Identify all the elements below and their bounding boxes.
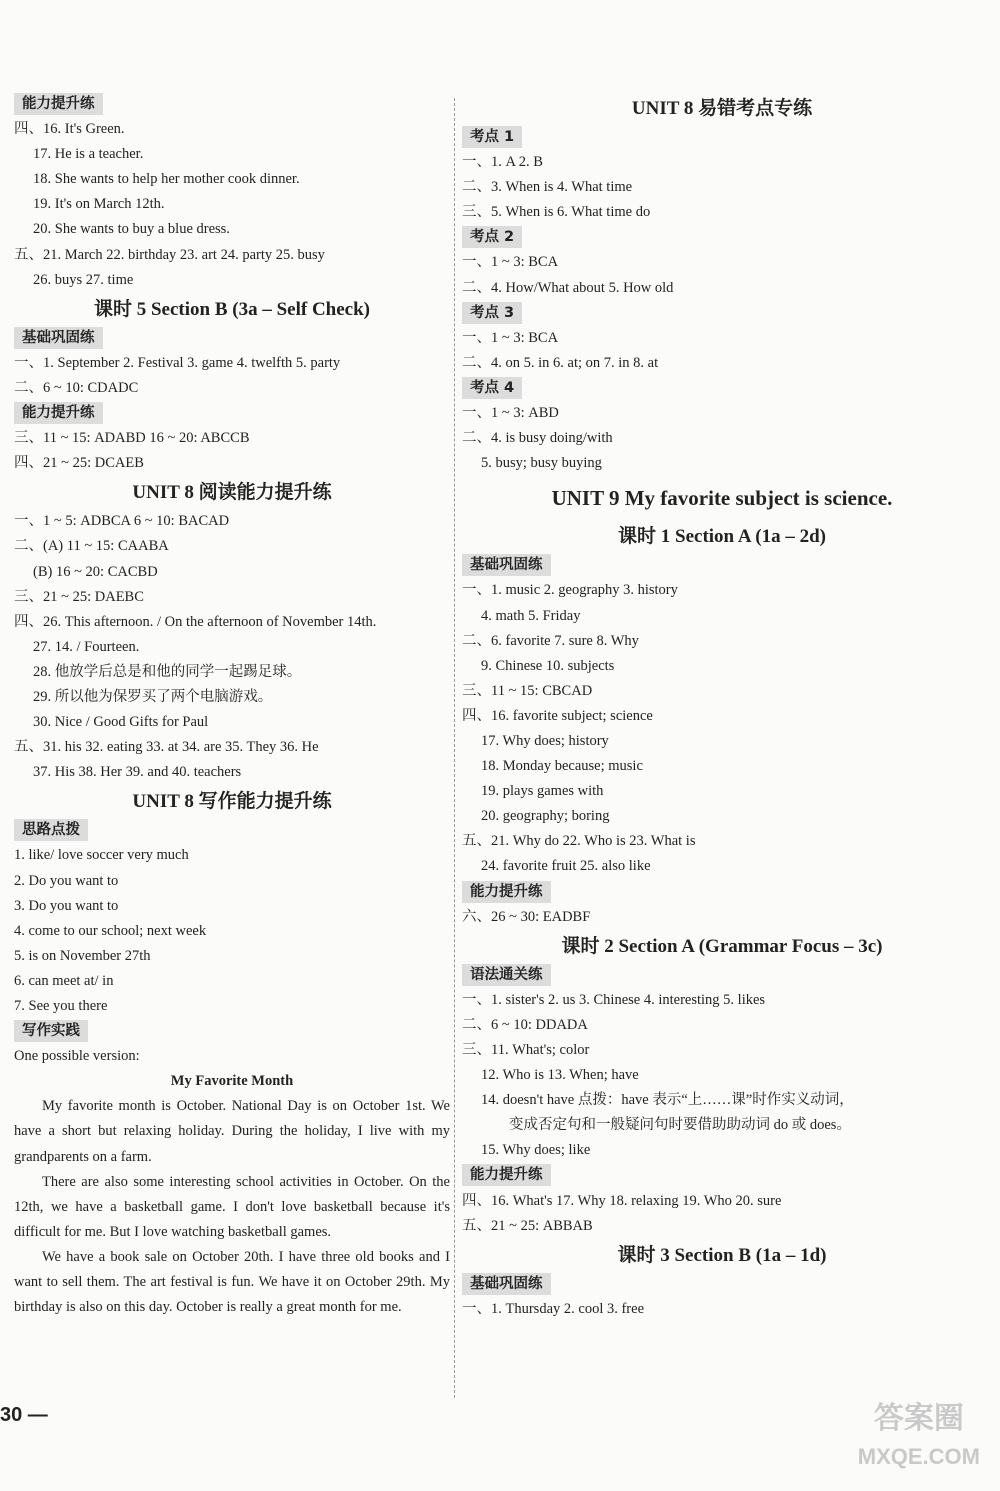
answer-line: 四、16. It's Green. (14, 121, 125, 138)
answer-line: 14. doesn't have 点拨：have 表示“上……课”时作实义动词， (481, 1092, 854, 1109)
section-header (14, 92, 450, 117)
lesson-title: 课时 2 Section A (Grammar Focus – 3c) (561, 935, 883, 957)
answer-line: 6. can meet at/ in (14, 972, 114, 989)
section-header (462, 301, 982, 326)
section-header (462, 1272, 982, 1297)
section-header-label: 基础巩固练 (462, 1273, 551, 1295)
lesson-title: 课时 1 Section A (1a – 2d) (618, 526, 826, 548)
section-header-label: 语法通关练 (462, 964, 551, 986)
section-header-label: 考点 3 (462, 302, 522, 324)
answer-line: 28. 他放学后总是和他的同学一起踢足球。 (33, 663, 302, 680)
section-header (14, 1019, 450, 1044)
answer-line: 一、1 ~ 3: BCA (462, 329, 559, 346)
answer-line: 五、21. Why do 22. Who is 23. What is (462, 833, 696, 850)
section-header-label: 能力提升练 (14, 402, 103, 424)
left-column (14, 92, 450, 1320)
section-header (462, 376, 982, 401)
answer-line: One possible version: (14, 1048, 140, 1065)
column-divider (454, 98, 455, 1398)
answer-line: 4. math 5. Friday (481, 607, 581, 624)
answer-line: 三、11 ~ 15: ADABD 16 ~ 20: ABCCB (14, 430, 250, 447)
answer-line: (B) 16 ~ 20: CACBD (33, 563, 158, 580)
section-header-label: 基础巩固练 (14, 327, 103, 349)
answer-line: 二、6 ~ 10: DDADA (462, 1016, 588, 1033)
lesson-title: UNIT 8 阅读能力提升练 (132, 482, 332, 504)
section-header-label: 能力提升练 (462, 881, 551, 903)
section-header (462, 225, 982, 250)
answer-line: 17. He is a teacher. (33, 146, 144, 163)
answer-line: 20. geography; boring (481, 808, 610, 825)
section-header (14, 818, 450, 843)
answer-line: 一、1 ~ 3: BCA (462, 254, 559, 271)
watermark-url: MXQE.COM (857, 1444, 980, 1469)
answer-line: 二、4. How/What about 5. How old (462, 279, 674, 296)
answer-line: 29. 所以他为保罗买了两个电脑游戏。 (33, 688, 273, 705)
lesson-title: 课时 3 Section B (1a – 1d) (617, 1244, 827, 1266)
answer-line: 26. buys 27. time (33, 271, 134, 288)
section-header (462, 963, 982, 988)
section-header-label: 思路点拨 (14, 819, 88, 841)
answer-line: 四、16. What's 17. Why 18. relaxing 19. Who 20. sure (462, 1192, 782, 1209)
watermark (858, 1400, 980, 1476)
answer-line: 变成否定句和一般疑问句时要借助助动词 do 或 does。 (509, 1117, 851, 1134)
answer-line: 五、31. his 32. eating 33. at 34. are 35. They 36. He (14, 739, 319, 756)
section-header-label: 考点 2 (462, 226, 522, 248)
answer-line: 二、6. favorite 7. sure 8. Why (462, 632, 639, 649)
answer-line: 一、1. September 2. Festival 3. game 4. twelfth 5. party (14, 354, 341, 371)
answer-line: 四、16. favorite subject; science (462, 707, 653, 724)
answer-line: 一、1 ~ 5: ADBCA 6 ~ 10: BACAD (14, 513, 230, 530)
essay-paragraph: We have a book sale on October 20th. I have three old books and I want to sell them. The art festival is fun. We have it on October 29th. My birthday is also on this day. October is really a great month for me. (14, 1248, 450, 1316)
answer-line: 15. Why does; like (481, 1142, 591, 1159)
section-header-label: 写作实践 (14, 1020, 88, 1042)
answer-line: 二、(A) 11 ~ 15: CAABA (14, 538, 169, 555)
answer-line: 二、3. When is 4. What time (462, 179, 633, 196)
answer-line: 12. Who is 13. When; have (481, 1067, 639, 1084)
answer-line: 一、1. Thursday 2. cool 3. free (462, 1300, 645, 1317)
answer-line: 20. She wants to buy a blue dress. (33, 221, 230, 238)
section-header (462, 125, 982, 150)
answer-line: 六、26 ~ 30: EADBF (462, 908, 591, 925)
answer-line: 18. She wants to help her mother cook dinner. (33, 171, 300, 188)
answer-line: 三、21 ~ 25: DAEBC (14, 588, 144, 605)
answer-line: 一、1. music 2. geography 3. history (462, 582, 678, 599)
answer-line: 9. Chinese 10. subjects (481, 657, 615, 674)
answer-line: 一、1. A 2. B (462, 154, 543, 171)
answer-line: 27. 14. / Fourteen. (33, 638, 140, 655)
lesson-title: 课时 5 Section B (3a – Self Check) (93, 298, 370, 320)
answer-line: 四、21 ~ 25: DCAEB (14, 455, 144, 472)
essay-title: My Favorite Month (170, 1073, 294, 1090)
answer-line: 一、1 ~ 3: ABD (462, 405, 559, 422)
answer-line: 37. His 38. Her 39. and 40. teachers (33, 764, 242, 781)
answer-line: 五、21. March 22. birthday 23. art 24. party 25. busy (14, 246, 325, 263)
answer-line: 18. Monday because; music (481, 758, 643, 775)
lesson-title: UNIT 8 易错考点专练 (631, 98, 813, 119)
section-header (14, 326, 450, 351)
section-header-label: 基础巩固练 (462, 554, 551, 576)
answer-line: 一、1. sister's 2. us 3. Chinese 4. interesting 5. likes (462, 991, 766, 1008)
page-number: 30 — (0, 1404, 48, 1426)
watermark-logo: 答案圈 (873, 1402, 964, 1435)
answer-line: 24. favorite fruit 25. also like (481, 858, 651, 875)
answer-line: 四、26. This afternoon. / On the afternoon of November 14th. (14, 613, 377, 630)
answer-line: 4. come to our school; next week (14, 922, 207, 939)
answer-line: 二、4. on 5. in 6. at; on 7. in 8. at (462, 354, 659, 371)
essay-paragraph: My favorite month is October. National Day is on October 1st. We have a short but relaxing holiday. During the holiday, I live with my grandparents on a farm. (14, 1098, 450, 1165)
section-header-label: 能力提升练 (462, 1164, 551, 1186)
answer-line: 17. Why does; history (481, 732, 609, 749)
section-header (462, 1163, 982, 1188)
lesson-title: UNIT 8 写作能力提升练 (132, 791, 332, 813)
answer-line: 2. Do you want to (14, 872, 119, 889)
section-header (462, 553, 982, 578)
section-header-label: 能力提升练 (14, 93, 103, 115)
answer-line: 5. busy; busy buying (481, 455, 602, 472)
section-header (462, 880, 982, 905)
right-column (462, 92, 982, 1322)
section-header (14, 401, 450, 426)
answer-line: 二、6 ~ 10: CDADC (14, 379, 139, 396)
answer-line: 30. Nice / Good Gifts for Paul (33, 714, 209, 731)
essay-paragraph: There are also some interesting school activities in October. On the 12th, we have a basketball game. I don't love basketball because it's difficult for me. But I love watching basketball games. (14, 1173, 450, 1240)
answer-line: 三、11 ~ 15: CBCAD (462, 682, 593, 699)
answer-line: 三、5. When is 6. What time do (462, 204, 651, 221)
answer-line: 二、4. is busy doing/with (462, 430, 613, 447)
answer-line: 三、11. What's; color (462, 1042, 590, 1058)
answer-line: 5. is on November 27th (14, 947, 151, 964)
answer-line: 19. plays games with (481, 783, 604, 800)
section-header-label: 考点 4 (462, 377, 522, 399)
unit-title: UNIT 9 My favorite subject is science. (551, 486, 893, 511)
answer-line: 19. It's on March 12th. (33, 196, 165, 213)
section-header-label: 考点 1 (462, 126, 522, 148)
answer-line: 3. Do you want to (14, 897, 119, 914)
answer-line: 7. See you there (14, 998, 108, 1014)
answer-line: 五、21 ~ 25: ABBAB (462, 1217, 593, 1234)
answer-line: 1. like/ love soccer very much (14, 847, 189, 864)
